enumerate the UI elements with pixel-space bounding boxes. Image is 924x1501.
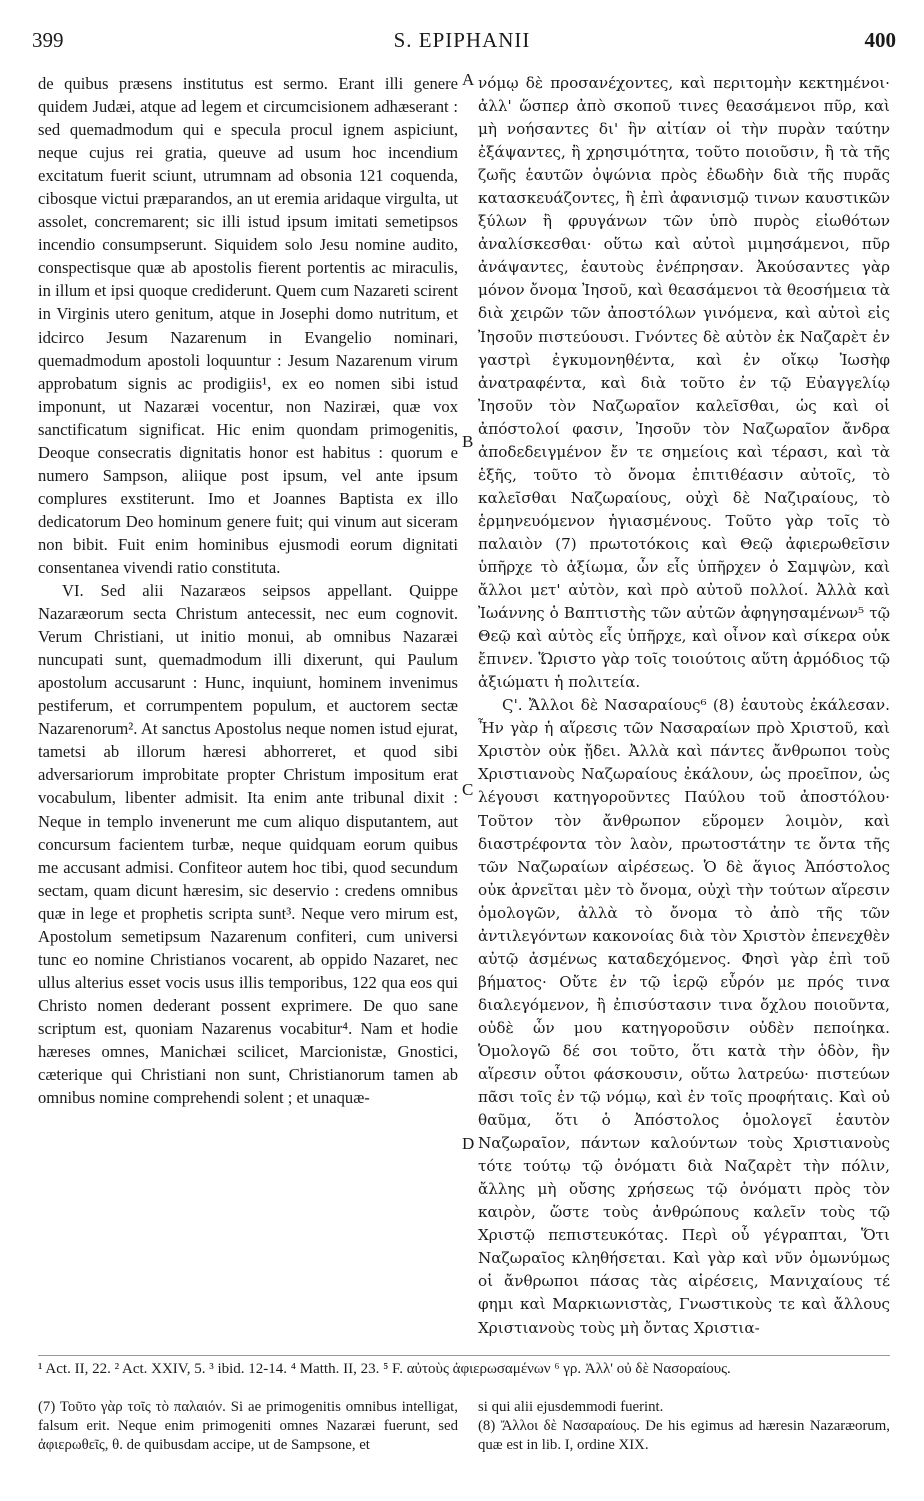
editorial-note-left: (7) Τοῦτο γὰρ τοῖς τὸ παλαιόν. Si ae primogenitis omnibus intelligat, falsum erit. Neque enim primogeniti omnes Nazaræi fuerunt, sed ἀφιερωθεῖς, θ. de quibusdam accipe, ut de Sampsone, et	[38, 1399, 458, 1453]
latin-paragraph: VI. Sed alii Nazaræos seipsos appellant. Quippe Nazaræorum secta Christum antecessit, nec eum cognovit. Verum Christiani, ut initio monui, ab omnibus Nazaræi nuncupati sunt, quemadmodum illi dixerunt, qui Paulum apostolum accusarunt : Hunc, inquiunt, hominem invenimus pestiferum, et corrumpentem populum, et auctorem sectæ Nazarenorum². At sanctus Apostolus neque nomen istud ejurat, tametsi ab illorum hæresi abhorreret, et quod sibi adversariorum improbitate propter Christum impositum erat vocabulum, libenter admisit. Ita enim ante tribunal dixit : Neque in templo invenerunt me cum aliquo disputantem, aut concursum facientem turbæ, neque quidquam eorum quibus me accusant admisi. Confiteor autem hoc tibi, quod secundum sectam, quam dicunt hæresim, sic deservio : credens omnibus quæ in lege et prophetis scripta sunt³. Neque vero mirum est, Apostolum semetipsum Nazarenum confiteri, cum universi tunc eo nomine Christianos vocarent, ab oppido Nazaret, nec ullus alterius esset vocis usus illis temporibus, 122 qua eos qui Christo nomen dederant possent exprimere. De quo sane scriptum est, quoniam Nazarenus vocabitur⁴. Nam et hodie hæreses omnes, Manichæi scilicet, Marcionistæ, Gnostici, cæterique qui Christiani non sunt, Christianorum tamen ab omnibus nomine comprehendi solent ; et unaquæ-	[38, 581, 458, 1108]
page-header	[0, 28, 924, 68]
page-number-left: 399	[32, 28, 64, 52]
editorial-note-right: si qui alii ejusdemmodi fuerint. (8) Ἄλλοι δὲ Νασαραίους. De his egimus ad hæresin Nazaræorum, quæ est in lib. I, ordine XIX.	[478, 1399, 890, 1453]
footnotes: ¹ Act. II, 22. ² Act. XXIV, 5. ³ ibid. 12-14. ⁴ Matth. II, 23. ⁵ F. αὐτοὺς ἀφιερωσαμένων ⁶ γρ. Ἀλλ' οὐ δὲ Νασοραίους.	[38, 1361, 731, 1377]
margin-marker-a: A	[462, 70, 475, 89]
margin-marker-d: D	[462, 1134, 475, 1153]
page-number-right: 400	[864, 28, 896, 52]
margin-marker-c: C	[462, 780, 474, 799]
greek-paragraph: Ϛ'. Ἄλλοι δὲ Νασαραίους⁶ (8) ἑαυτοὺς ἐκάλεσαν. Ἦν γὰρ ἡ αἵρεσις τῶν Νασαραίων πρὸ Χριστοῦ, καὶ Χριστὸν οὐκ ᾔδει. Ἀλλὰ καὶ πάντες ἄνθρωποι τοὺς Χριστιανοὺς Ναζωραίους ἐκάλουν, ὡς προεῖπον, ὡς λέγουσι κατηγοροῦντες Παύλου τοῦ ἀποστόλου· Τοῦτον τὸν ἄνθρωπον εὕρομεν λοιμὸν, καὶ διαστρέφοντα τὸν λαὸν, πρωτοστάτην τε ὄντα τῆς τῶν Ναζωραίων αἱρέσεως. Ὁ δὲ ἅγιος Ἀπόστολος οὐκ ἀρνεῖται μὲν τὸ ὄνομα, οὐχὶ τὴν τούτων αἵρεσιν ὁμολογῶν, ἀλλὰ τὸ ὄνομα τὸ ἀπὸ τῆς τῶν ἀντιλεγόντων κακονοίας διὰ τὸν Χριστὸν ἐπενεχθὲν αὐτῷ ἀσμένως καταδεχόμενος. Φησὶ γὰρ ἐπὶ τοῦ βήματος· Οὔτε ἐν τῷ ἱερῷ εὗρόν με πρός τινα διαλεγόμενον, ἢ ἐπισύστασιν τινα ὄχλου ποιοῦντα, οὐδὲ ὧν μου κατηγοροῦσιν οὐδὲν πεποίηκα. Ὁμολογῶ δέ σοι τοῦτο, ὅτι κατὰ τὴν ὁδὸν, ἣν αἵρεσιν οὗτοι φάσκουσιν, οὕτω λατρεύω· πιστεύων πᾶσι τοῖς ἐν τῷ νόμῳ, καὶ ἐν τοῖς προφήταις. Καὶ οὐ θαῦμα, ὅτι ὁ Ἀπόστολος ὁμολογεῖ ἑαυτὸν Ναζωραῖον, πάντων καλούντων τοὺς Χριστιανοὺς τότε τούτῳ τῷ ὀνόματι διὰ Ναζαρὲτ τὴν πόλιν, ἄλλης μὴ οὔσης χρήσεως τῷ ὀνόματι πρὸς τὸν καιρὸν, ὥστε τοὺς ἀνθρώπους καλεῖν τοὺς τῷ Χριστῷ πεπιστευκότας. Περὶ οὗ γέγραπται, Ὅτι Ναζωραῖος κληθήσεται. Καὶ γὰρ καὶ νῦν ὁμωνύμως οἱ ἄνθρωποι πάσας τὰς αἱρέσεις, Μανιχαίους τέ φημι καὶ Μαρκιωνιστὰς, Γνωστικοὺς τε καὶ ἄλλους Χριστιανοὺς τοὺς μὴ ὄντας Χριστια-	[478, 696, 890, 1337]
greek-paragraph: νόμῳ δὲ προσανέχοντες, καὶ περιτομὴν κεκτημένοι· ἀλλ' ὥσπερ ἀπὸ σκοποῦ τινες θεασάμενοι πῦρ, καὶ μὴ νοήσαντες δι' ἣν αἰτίαν οἱ τὴν πυρὰν ταύτην ἐξάψαντες, ἢ χρησιμότητα, τοῦτο ποιοῦσιν, ἢ τὰ τῆς ζωῆς ἑαυτῶν ὀψώνια πρὸς ἐδωδὴν διὰ τῆς πυρᾶς κατασκευάζοντες, ἢ ἐπὶ ἀφανισμῷ τινων καυστικῶν ξύλων ἢ φρυγάνων τῶν ὑπὸ πυρὸς εἰωθότων ἀναλίσκεσθαι· οὕτω καὶ αὐτοὶ μιμησάμενοι, πῦρ ἀνάψαντες, ἑαυτοὺς ἐνέπρησαν. Ἀκούσαντες γὰρ μόνον ὄνομα Ἰησοῦ, καὶ θεασάμενοι τὰ θεοσήμεια τὰ διὰ χειρῶν τῶν ἀποστόλων γινόμενα, καὶ αὐτοὶ εἰς Ἰησοῦν πιστεύουσι. Γνόντες δὲ αὐτὸν ἐκ Ναζαρὲτ ἐν γαστρὶ ἐγκυμονηθέντα, καὶ ἐν οἴκῳ Ἰωσὴφ ἀνατραφέντα, καὶ διὰ τοῦτο ἐν τῷ Εὐαγγελίῳ Ἰησοῦν τὸν Ναζωραῖον καλεῖσθαι, ὡς καὶ οἱ ἀπόστολοί φασιν, Ἰησοῦν τὸν Ναζωραῖον ἄνδρα ἀποδεδειγμένον ἔν τε σημείοις καὶ τέρασι, καὶ τὰ ἑξῆς, τοῦτο τὸ ὄνομα ἐπιτιθέασιν αὐτοῖς, τὸ καλεῖσθαι Ναζωραίους, οὐχὶ δὲ Ναζιραίους, τὸ ἑρμηνευόμενον ἡγιασμένους. Τοῦτο γὰρ τοῖς τὸ παλαιὸν (7) πρωτοτόκοις καὶ Θεῷ ἀφιερωθεῖσιν ὑπῆρχε τὸ ἀξίωμα, ὧν εἷς ὑπῆρχεν ὁ Σαμψὼν, καὶ ἄλλοι μετ' αὐτὸν, καὶ πρὸ αὐτοῦ πολλοί. Ἀλλὰ καὶ Ἰωάννης ὁ Βαπτιστὴς τῶν αὐτῶν ἀφηγησαμένων⁵ τῷ Θεῷ καὶ αὐτὸς εἷς ὑπῆρχε, καὶ οἶνον καὶ σίκερα οὐκ ἔπινεν. Ὥριστο γὰρ τοῖς τοιούτοις αὕτη ἁρμόδιος τῷ ἀξιώματι ἡ πολιτεία.	[478, 74, 890, 692]
greek-column	[478, 72, 890, 1340]
latin-column	[38, 72, 458, 1109]
running-title: S. EPIPHANII	[393, 28, 531, 52]
footnote-rule	[38, 1355, 890, 1356]
margin-marker-b: B	[462, 432, 474, 451]
latin-paragraph: de quibus præsens institutus est sermo. Erant illi genere quidem Judæi, atque ad legem et circumcisionem adhæserant : sed quemadmodum qui e specula procul ignem aspiciunt, neque cujus rei gratia, queuve ad usum hoc incendium excitatum fuerit sciunt, utrumnam ad obsonia 121 coquenda, cibosque victui præparandos, an ut eremia aridaque virgulta, ut assolet, concremarent; sic illi istud ipsum imitati semetipsos incendio consumpserunt. Siquidem solo Jesu nomine audito, conspectisque quæ ab apostolis fierent portentis ac miraculis, in illum et ipsi quoque crediderunt. Quem cum Nazareti scirent in Virginis utero genitum, atque in Josephi domo nutritum, et idcirco Jesum Nazarenum in Evangelio nominari, quemadmodum apostoli loquuntur : Jesum Nazarenum virum approbatum signis ac prodigiis¹, ex eo nomen sibi istud imponunt, ut Nazaræi vocentur, non Naziræi, quæ vox sanctificatum significat. Hic enim quondam primogenitis, Deoque consecratis dignitatis honor est habitus : quorum e numero Sampson, aliique post ipsum, vel ante ipsum complures exstiterunt. Imo et Joannes Baptista ex illo dedicatorum Deo hominum genere fuit; qui vinum aut siceram non bibit. Fuit enim hominibus ejusmodi eorum dignitati consentanea vivendi ratio constituta.	[38, 74, 458, 577]
